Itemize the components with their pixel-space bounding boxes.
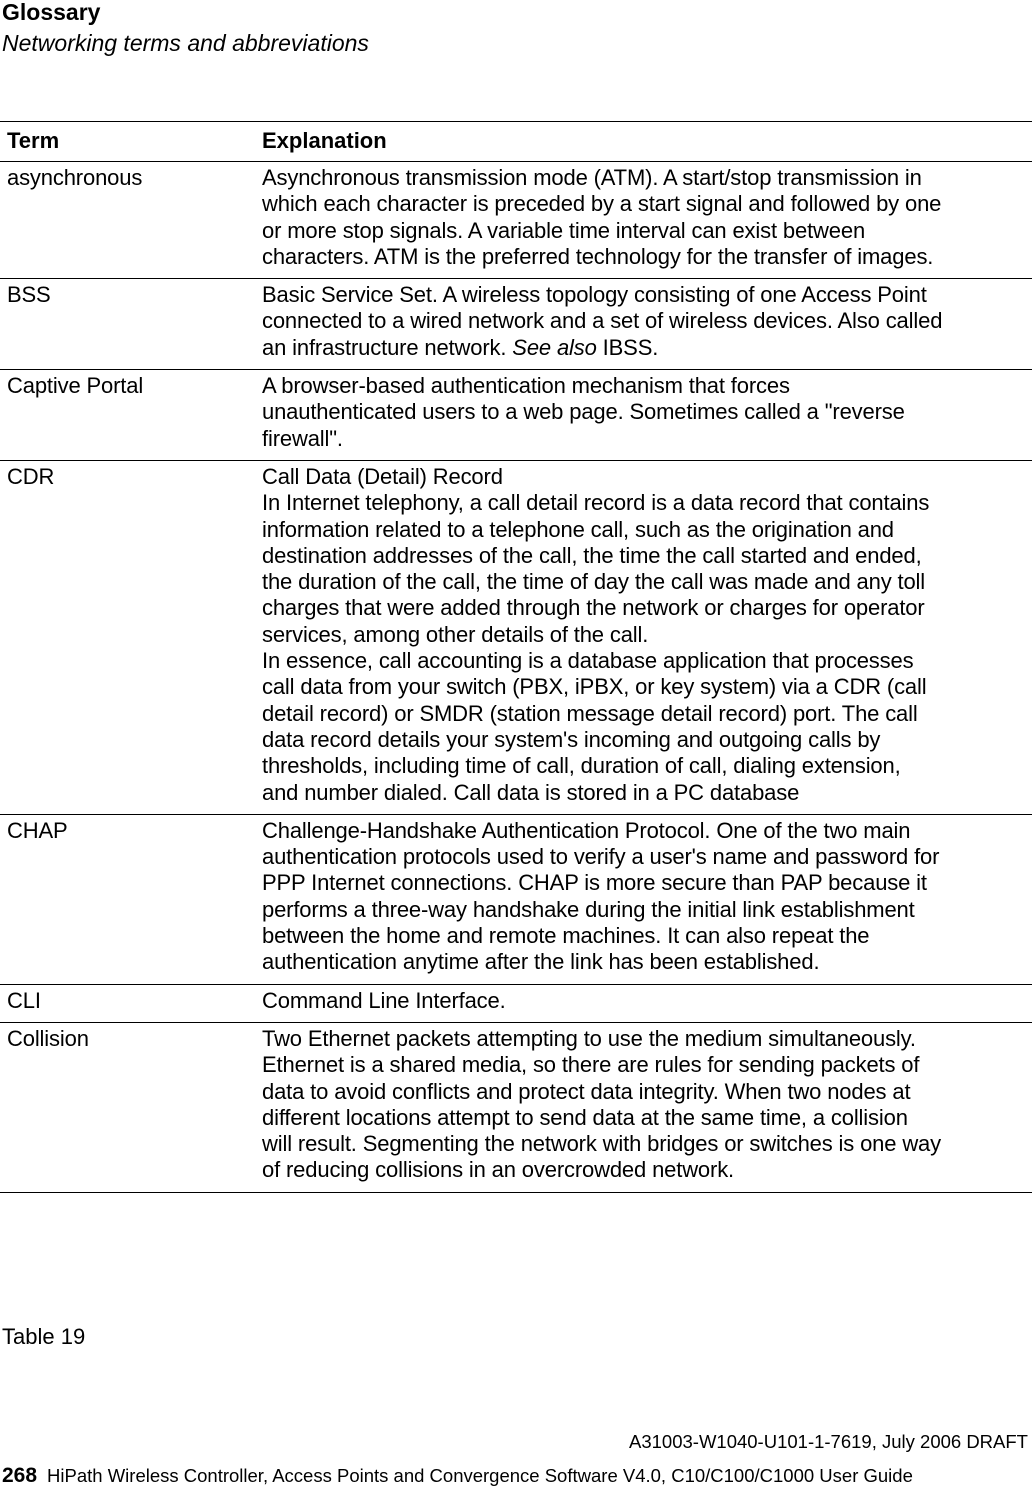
explanation-line: characters. ATM is the preferred technology for the transfer of images.	[262, 243, 934, 269]
explanation-line: thresholds, including time of call, duration of call, dialing extension,	[262, 753, 901, 779]
term-cell: BSS	[7, 282, 51, 308]
table-row	[0, 461, 1032, 815]
term-cell: asynchronous	[7, 165, 143, 190]
explanation-line: which each character is preceded by a start signal and followed by one	[262, 191, 942, 217]
explanation-line: Command Line Interface.	[262, 987, 506, 1013]
explanation-cell	[262, 461, 1032, 814]
term-cell: CDR	[7, 463, 55, 489]
column-header-term: Term	[7, 128, 60, 153]
explanation-line: PPP Internet connections. CHAP is more secure than PAP because it	[262, 870, 927, 896]
explanation-line: performs a three-way handshake during the initial link establishment	[262, 896, 915, 922]
document-id: A31003-W1040-U101-1-7619, July 2006 DRAFT	[629, 1431, 1028, 1452]
explanation-line: between the home and remote machines. It can also repeat the	[262, 923, 870, 949]
explanation-line: unauthenticated users to a web page. Sometimes called a "reverse	[262, 399, 905, 425]
page-footer	[2, 1464, 913, 1488]
explanation-line: authentication anytime after the link has been established.	[262, 949, 820, 975]
explanation-cell	[262, 815, 1032, 984]
explanation-line: In Internet telephony, a call detail record is a data record that contains	[262, 490, 930, 516]
explanation-cell	[262, 370, 1032, 460]
explanation-line: Ethernet is a shared media, so there are rules for sending packets of	[262, 1052, 920, 1078]
explanation-cell	[262, 279, 1032, 369]
explanation-line: Basic Service Set. A wireless topology consisting of one Access Point	[262, 282, 927, 308]
explanation-line: authentication protocols used to verify a user's name and password for	[262, 844, 940, 870]
table-row	[0, 162, 1032, 279]
page-number: 268	[2, 1464, 38, 1487]
explanation-line: In essence, call accounting is a database application that processes	[262, 648, 914, 674]
explanation-line: charges that were added through the network or charges for operator	[262, 595, 925, 621]
explanation-line: different locations attempt to send data at the same time, a collision	[262, 1104, 908, 1130]
see-also-reference: See also	[512, 334, 597, 360]
explanation-line: Asynchronous transmission mode (ATM). A start/stop transmission in	[262, 165, 922, 190]
explanation-line: of reducing collisions in an overcrowded network.	[262, 1157, 735, 1183]
explanation-text: IBSS.	[596, 334, 659, 360]
table-caption: Table 19	[2, 1324, 86, 1349]
table-row	[0, 1023, 1032, 1193]
table-row	[0, 985, 1032, 1023]
table-header-row	[0, 121, 1032, 162]
explanation-line: Challenge-Handshake Authentication Protocol. One of the two main	[262, 817, 911, 843]
explanation-line: connected to a wired network and a set of wireless devices. Also called	[262, 308, 943, 334]
explanation-line: and number dialed. Call data is stored in a PC database	[262, 779, 800, 805]
explanation-text: an infrastructure network.	[262, 334, 513, 360]
explanation-line: will result. Segmenting the network with bridges or switches is one way	[262, 1131, 941, 1157]
explanation-line: Call Data (Detail) Record	[262, 463, 503, 489]
explanation-line	[262, 335, 1028, 361]
explanation-line: Two Ethernet packets attempting to use the medium simultaneously.	[262, 1025, 916, 1051]
term-cell: CLI	[7, 987, 41, 1013]
table-row	[0, 279, 1032, 370]
explanation-line: or more stop signals. A variable time interval can exist between	[262, 217, 866, 243]
explanation-line: A browser-based authentication mechanism that forces	[262, 373, 790, 399]
column-header-explanation: Explanation	[262, 128, 387, 153]
page-title: Glossary	[2, 0, 101, 25]
term-cell: Collision	[7, 1025, 89, 1051]
explanation-cell	[262, 985, 1032, 1022]
explanation-line: information related to a telephone call, such as the origination and	[262, 516, 894, 542]
explanation-line: destination addresses of the call, the time the call started and ended,	[262, 542, 922, 568]
explanation-cell	[262, 1023, 1032, 1192]
explanation-line: call data from your switch (PBX, iPBX, or key system) via a CDR (call	[262, 674, 927, 700]
explanation-line: detail record) or SMDR (station message detail record) port. The call	[262, 700, 918, 726]
glossary-table	[0, 121, 1032, 1193]
explanation-cell	[262, 162, 1032, 278]
term-cell: Captive Portal	[7, 373, 144, 399]
explanation-line: data record details your system's incoming and outgoing calls by	[262, 726, 881, 752]
page-subtitle: Networking terms and abbreviations	[2, 30, 369, 56]
guide-title: HiPath Wireless Controller, Access Points and Convergence Software V4.0, C10/C100/C1000 User Guide	[47, 1465, 913, 1486]
explanation-line: firewall".	[262, 425, 343, 451]
term-cell: CHAP	[7, 817, 68, 843]
explanation-line: data to avoid conflicts and protect data integrity. When two nodes at	[262, 1078, 911, 1104]
explanation-line: services, among other details of the call.	[262, 621, 649, 647]
explanation-line: the duration of the call, the time of day the call was made and any toll	[262, 569, 926, 595]
table-row	[0, 815, 1032, 985]
table-row	[0, 370, 1032, 461]
